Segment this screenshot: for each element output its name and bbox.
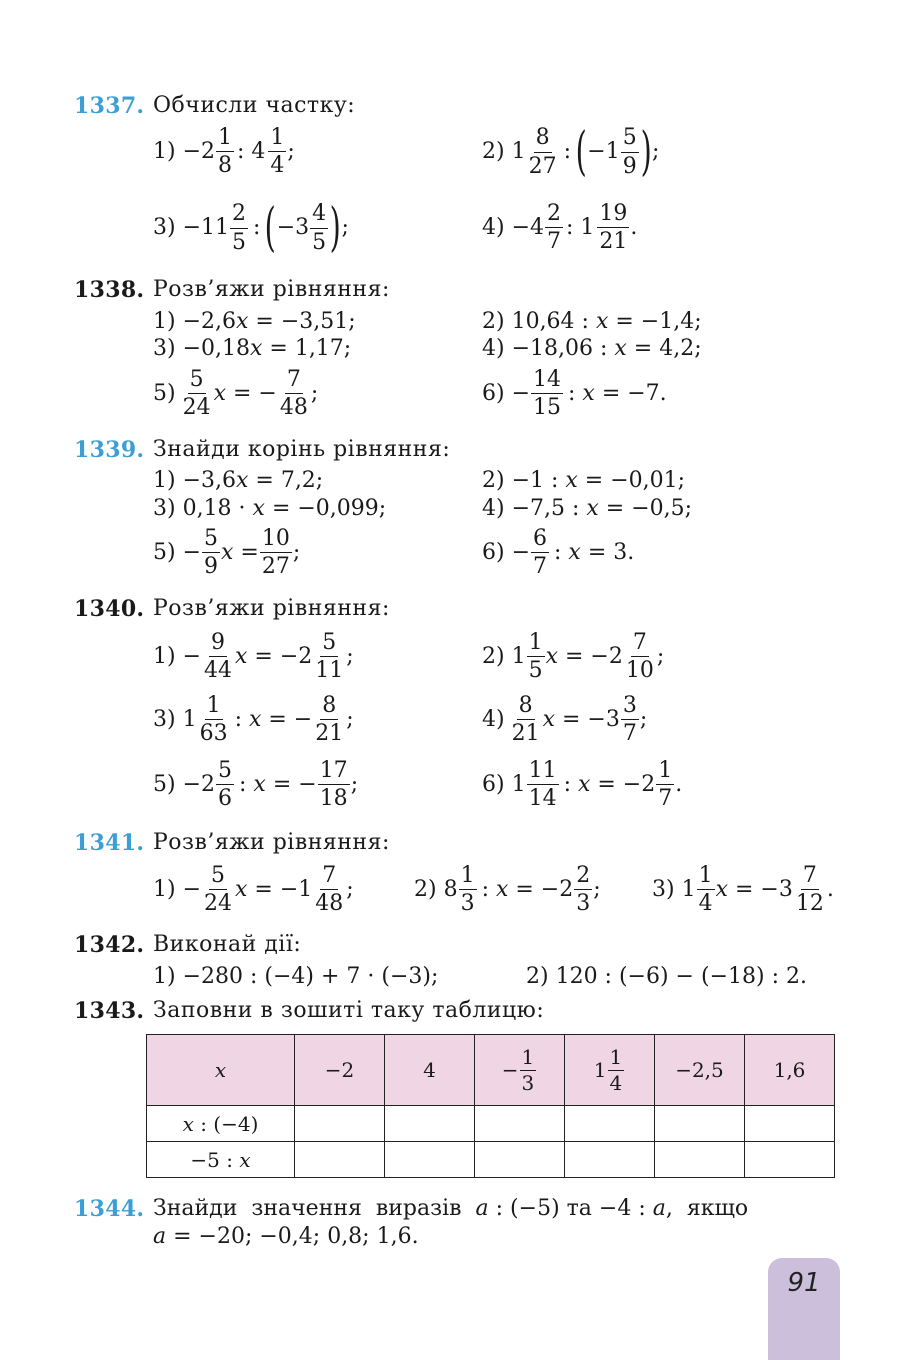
item-1340-6 (482, 759, 682, 810)
numerator: 1 (697, 864, 715, 890)
denominator: 11 (315, 658, 344, 684)
problem-text-1344-line2: 𝑎 = −20; −0,4; 0,8; 1,6. (153, 1224, 419, 1249)
item-1342-1: 1) −280 : (−4) + 7 · (−3); (153, 964, 439, 989)
fraction (624, 631, 656, 682)
item-1337-4 (482, 202, 637, 253)
text: . (826, 876, 834, 902)
denominator: 48 (315, 891, 344, 917)
text: 𝑥 = −1 (235, 876, 313, 902)
text: 6) − (482, 539, 531, 565)
text: 3) 1 (153, 706, 197, 732)
problem-number-1339: 1339. (74, 437, 145, 463)
text: : 4 (237, 138, 266, 164)
numerator: 6 (531, 527, 549, 553)
text: : 𝑥 = 3. (554, 539, 635, 565)
numerator: 7 (801, 864, 819, 890)
right-paren: ) (329, 198, 341, 258)
text: ; (350, 771, 359, 797)
item-1342-2: 2) 120 : (−6) − (−18) : 2. (526, 964, 807, 989)
denominator: 3 (460, 891, 475, 917)
item-1341-2 (414, 864, 601, 915)
denominator: 5 (232, 229, 247, 255)
text: ; (593, 876, 601, 902)
denominator: 24 (182, 395, 211, 421)
text: 𝑥 = −3 (542, 706, 620, 732)
numerator: 1 (216, 126, 234, 152)
numerator: 14 (531, 368, 563, 394)
item-1339-6 (482, 527, 634, 578)
fraction (310, 202, 328, 253)
denominator: 44 (204, 658, 233, 684)
problem-number-1340: 1340. (74, 596, 145, 622)
fraction (202, 864, 234, 915)
right-paren: ) (640, 122, 652, 182)
text: : (563, 139, 571, 164)
fraction (313, 694, 345, 745)
denominator: 9 (204, 554, 219, 580)
numerator: 5 (621, 126, 639, 152)
numerator: 1 (609, 1044, 623, 1069)
fraction (198, 694, 230, 745)
fraction (656, 759, 674, 810)
fraction (313, 631, 345, 682)
problem-number-1343: 1343. (74, 998, 145, 1024)
numerator: 8 (517, 694, 535, 720)
numerator: 5 (216, 759, 234, 785)
page-number-tab (768, 1258, 840, 1360)
problem-title-1342: Виконай дії: (153, 932, 302, 957)
item-1338-5 (153, 368, 318, 419)
text: 5) (153, 380, 176, 406)
fraction (527, 631, 545, 682)
problem-title-1340: Розв’яжи рівняння: (153, 596, 390, 621)
problem-number-1337: 1337. (74, 93, 145, 119)
table-cell: −2 (295, 1035, 385, 1106)
fraction (531, 368, 563, 419)
text: 4) (482, 706, 505, 732)
denominator: 5 (528, 658, 543, 684)
problem-number-1338: 1338. (74, 277, 145, 303)
table-cell: −2,5 (655, 1035, 745, 1106)
text: ; (292, 539, 301, 565)
item-1337-1 (153, 126, 295, 177)
denominator: 63 (199, 721, 228, 747)
item-1341-3 (652, 864, 834, 915)
item-1337-3 (153, 198, 349, 258)
fraction (202, 527, 220, 578)
text: −3 (276, 215, 310, 240)
fraction (260, 527, 292, 578)
fraction (574, 864, 592, 915)
fraction (608, 1044, 625, 1095)
table-cell (475, 1106, 565, 1142)
denominator: 21 (511, 721, 540, 747)
page-number: 91 (787, 1268, 821, 1298)
problem-number-1342: 1342. (74, 932, 145, 958)
fraction-value (501, 1044, 538, 1095)
fraction (621, 694, 639, 745)
row-label: 𝑥 : (−4) (147, 1106, 295, 1142)
table-cell: 4 (385, 1035, 475, 1106)
item-1338-1: 1) −2,6𝑥 = −3,51; (153, 309, 356, 334)
table-cell (295, 1106, 385, 1142)
text: : (253, 215, 261, 240)
denominator: 9 (622, 153, 637, 179)
denominator: 4 (609, 1070, 623, 1095)
problem-number-1344: 1344. (74, 1196, 145, 1222)
table-cell: 1,6 (745, 1035, 835, 1106)
fraction (268, 126, 286, 177)
text: 6) 1 (482, 771, 526, 797)
text: : 𝑥 = −7. (568, 380, 667, 406)
text: 1) −2 (153, 138, 216, 164)
problem-title-1343: Заповни в зошиті таку таблицю: (153, 998, 545, 1023)
text: 2) 1 (482, 643, 526, 669)
fraction (510, 694, 542, 745)
text: − (501, 1058, 519, 1082)
fraction (527, 759, 559, 810)
item-1340-5 (153, 759, 358, 810)
numerator: 7 (285, 368, 303, 394)
text: : 𝑥 = − (239, 771, 317, 797)
denominator: 7 (547, 229, 562, 255)
numerator: 1 (268, 126, 286, 152)
table-cell (565, 1106, 655, 1142)
text: 3) −11 (153, 215, 230, 240)
text: 5) −2 (153, 771, 216, 797)
text: ; (346, 876, 354, 902)
numerator: 10 (260, 527, 292, 553)
fraction-value (593, 1044, 625, 1095)
table-cell (295, 1142, 385, 1178)
text: . (630, 214, 638, 240)
left-paren: ( (265, 198, 277, 258)
fraction (545, 202, 563, 253)
item-1339-3: 3) 0,18 · 𝑥 = −0,099; (153, 496, 387, 521)
item-1340-2 (482, 631, 664, 682)
text: 1 (593, 1058, 607, 1082)
row-label: −5 : 𝑥 (147, 1142, 295, 1178)
text: 1) − (153, 876, 202, 902)
item-1339-5 (153, 527, 300, 578)
item-1340-3 (153, 694, 354, 745)
table-row (147, 1142, 835, 1178)
text: ; (656, 643, 665, 669)
text: ; (346, 706, 354, 732)
problem-title-1339: Знайди корінь рівняння: (153, 437, 451, 462)
problem-text-1344-line1: Знайди значення виразів 𝑎 : (−5) та −4 : 𝑎, якщо (153, 1196, 749, 1221)
numerator: 1 (527, 631, 545, 657)
denominator: 7 (533, 554, 548, 580)
denominator: 7 (622, 721, 637, 747)
problem-title-1341: Розв’яжи рівняння: (153, 830, 390, 855)
item-1340-4 (482, 694, 647, 745)
header-x: 𝑥 (214, 1058, 227, 1082)
item-1338-3: 3) −0,18𝑥 = 1,17; (153, 336, 352, 361)
table-cell (745, 1142, 835, 1178)
problem-number-1341: 1341. (74, 830, 145, 856)
item-1339-2: 2) −1 : 𝑥 = −0,01; (482, 468, 686, 493)
text: 3) 1 (652, 876, 696, 902)
fraction (459, 864, 477, 915)
denominator: 27 (528, 153, 557, 179)
item-1338-2: 2) 10,64 : 𝑥 = −1,4; (482, 309, 702, 334)
denominator: 3 (521, 1070, 535, 1095)
numerator: 5 (209, 864, 227, 890)
denominator: 10 (625, 658, 654, 684)
numerator: 2 (574, 864, 592, 890)
table-header-row (147, 1035, 835, 1106)
left-paren: ( (575, 122, 587, 182)
denominator: 4 (698, 891, 713, 917)
text: . (675, 771, 683, 797)
fraction (181, 368, 213, 419)
table-cell (655, 1142, 745, 1178)
numerator: 2 (230, 202, 248, 228)
text: 𝑥 = − (213, 380, 277, 406)
item-1339-1: 1) −3,6𝑥 = 7,2; (153, 468, 324, 493)
text: ; (310, 380, 319, 406)
fraction (597, 202, 629, 253)
text: ; (341, 215, 349, 240)
denominator: 21 (599, 229, 628, 255)
text: ; (287, 138, 295, 164)
denominator: 27 (261, 554, 290, 580)
text: 6) − (482, 380, 531, 406)
text: ; (652, 139, 660, 164)
numerator: 9 (209, 631, 227, 657)
text: 1) − (153, 643, 202, 669)
item-1337-2 (482, 122, 660, 182)
table-cell (745, 1106, 835, 1142)
numerator: 4 (310, 202, 328, 228)
text: ; (639, 706, 648, 732)
text: −1 (587, 139, 620, 164)
denominator: 14 (528, 786, 557, 812)
denominator: 48 (279, 395, 308, 421)
table-cell (475, 1142, 565, 1178)
fraction (621, 126, 639, 177)
numerator: 1 (459, 864, 477, 890)
denominator: 7 (658, 786, 673, 812)
numerator: 2 (545, 202, 563, 228)
denominator: 3 (576, 891, 591, 917)
fraction (216, 126, 234, 177)
numerator: 8 (534, 126, 552, 152)
table-row (147, 1106, 835, 1142)
item-1339-4: 4) −7,5 : 𝑥 = −0,5; (482, 496, 693, 521)
fraction (794, 864, 826, 915)
item-1341-1 (153, 864, 354, 915)
fraction (531, 527, 549, 578)
text: 2) 8 (414, 876, 458, 902)
fraction (278, 368, 310, 419)
denominator: 21 (315, 721, 344, 747)
table-cell (565, 1035, 655, 1106)
table-cell (147, 1035, 295, 1106)
text: : 𝑥 = −2 (481, 876, 574, 902)
numerator: 7 (320, 864, 338, 890)
text: 2) 1 (482, 139, 526, 164)
text: 4) −4 (482, 214, 545, 240)
numerator: 5 (188, 368, 206, 394)
numerator: 1 (656, 759, 674, 785)
text: 𝑥 = −3 (715, 876, 793, 902)
fraction (318, 759, 350, 810)
table-cell (385, 1106, 475, 1142)
denominator: 24 (204, 891, 233, 917)
fraction (527, 126, 559, 177)
item-1338-6 (482, 368, 667, 419)
numerator: 7 (631, 631, 649, 657)
table-cell (475, 1035, 565, 1106)
value-table (146, 1034, 835, 1178)
numerator: 11 (527, 759, 559, 785)
fraction (520, 1044, 537, 1095)
denominator: 4 (270, 153, 285, 179)
denominator: 18 (319, 786, 348, 812)
numerator: 5 (320, 631, 338, 657)
text: 𝑥 = −2 (235, 643, 313, 669)
text: 5) − (153, 539, 202, 565)
text: : 1 (566, 214, 595, 240)
table-cell (655, 1106, 745, 1142)
item-1340-1 (153, 631, 354, 682)
numerator: 1 (205, 694, 223, 720)
fraction (230, 202, 248, 253)
problem-title-1337: Обчисли частку: (153, 93, 356, 118)
numerator: 17 (318, 759, 350, 785)
denominator: 15 (533, 395, 562, 421)
denominator: 8 (218, 153, 233, 179)
denominator: 5 (312, 229, 327, 255)
table-cell (565, 1142, 655, 1178)
text: 𝑥 = (221, 539, 259, 565)
numerator: 1 (521, 1044, 535, 1069)
fraction (697, 864, 715, 915)
text: : 𝑥 = − (234, 706, 313, 732)
denominator: 6 (218, 786, 233, 812)
numerator: 8 (320, 694, 338, 720)
numerator: 5 (202, 527, 220, 553)
text: ; (346, 643, 354, 669)
item-1338-4: 4) −18,06 : 𝑥 = 4,2; (482, 336, 702, 361)
fraction (313, 864, 345, 915)
fraction (202, 631, 234, 682)
problem-title-1338: Розв’яжи рівняння: (153, 277, 390, 302)
numerator: 19 (597, 202, 629, 228)
text: 𝑥 = −2 (545, 643, 623, 669)
denominator: 12 (795, 891, 824, 917)
text: : 𝑥 = −2 (563, 771, 656, 797)
fraction (216, 759, 234, 810)
table-cell (385, 1142, 475, 1178)
numerator: 3 (621, 694, 639, 720)
